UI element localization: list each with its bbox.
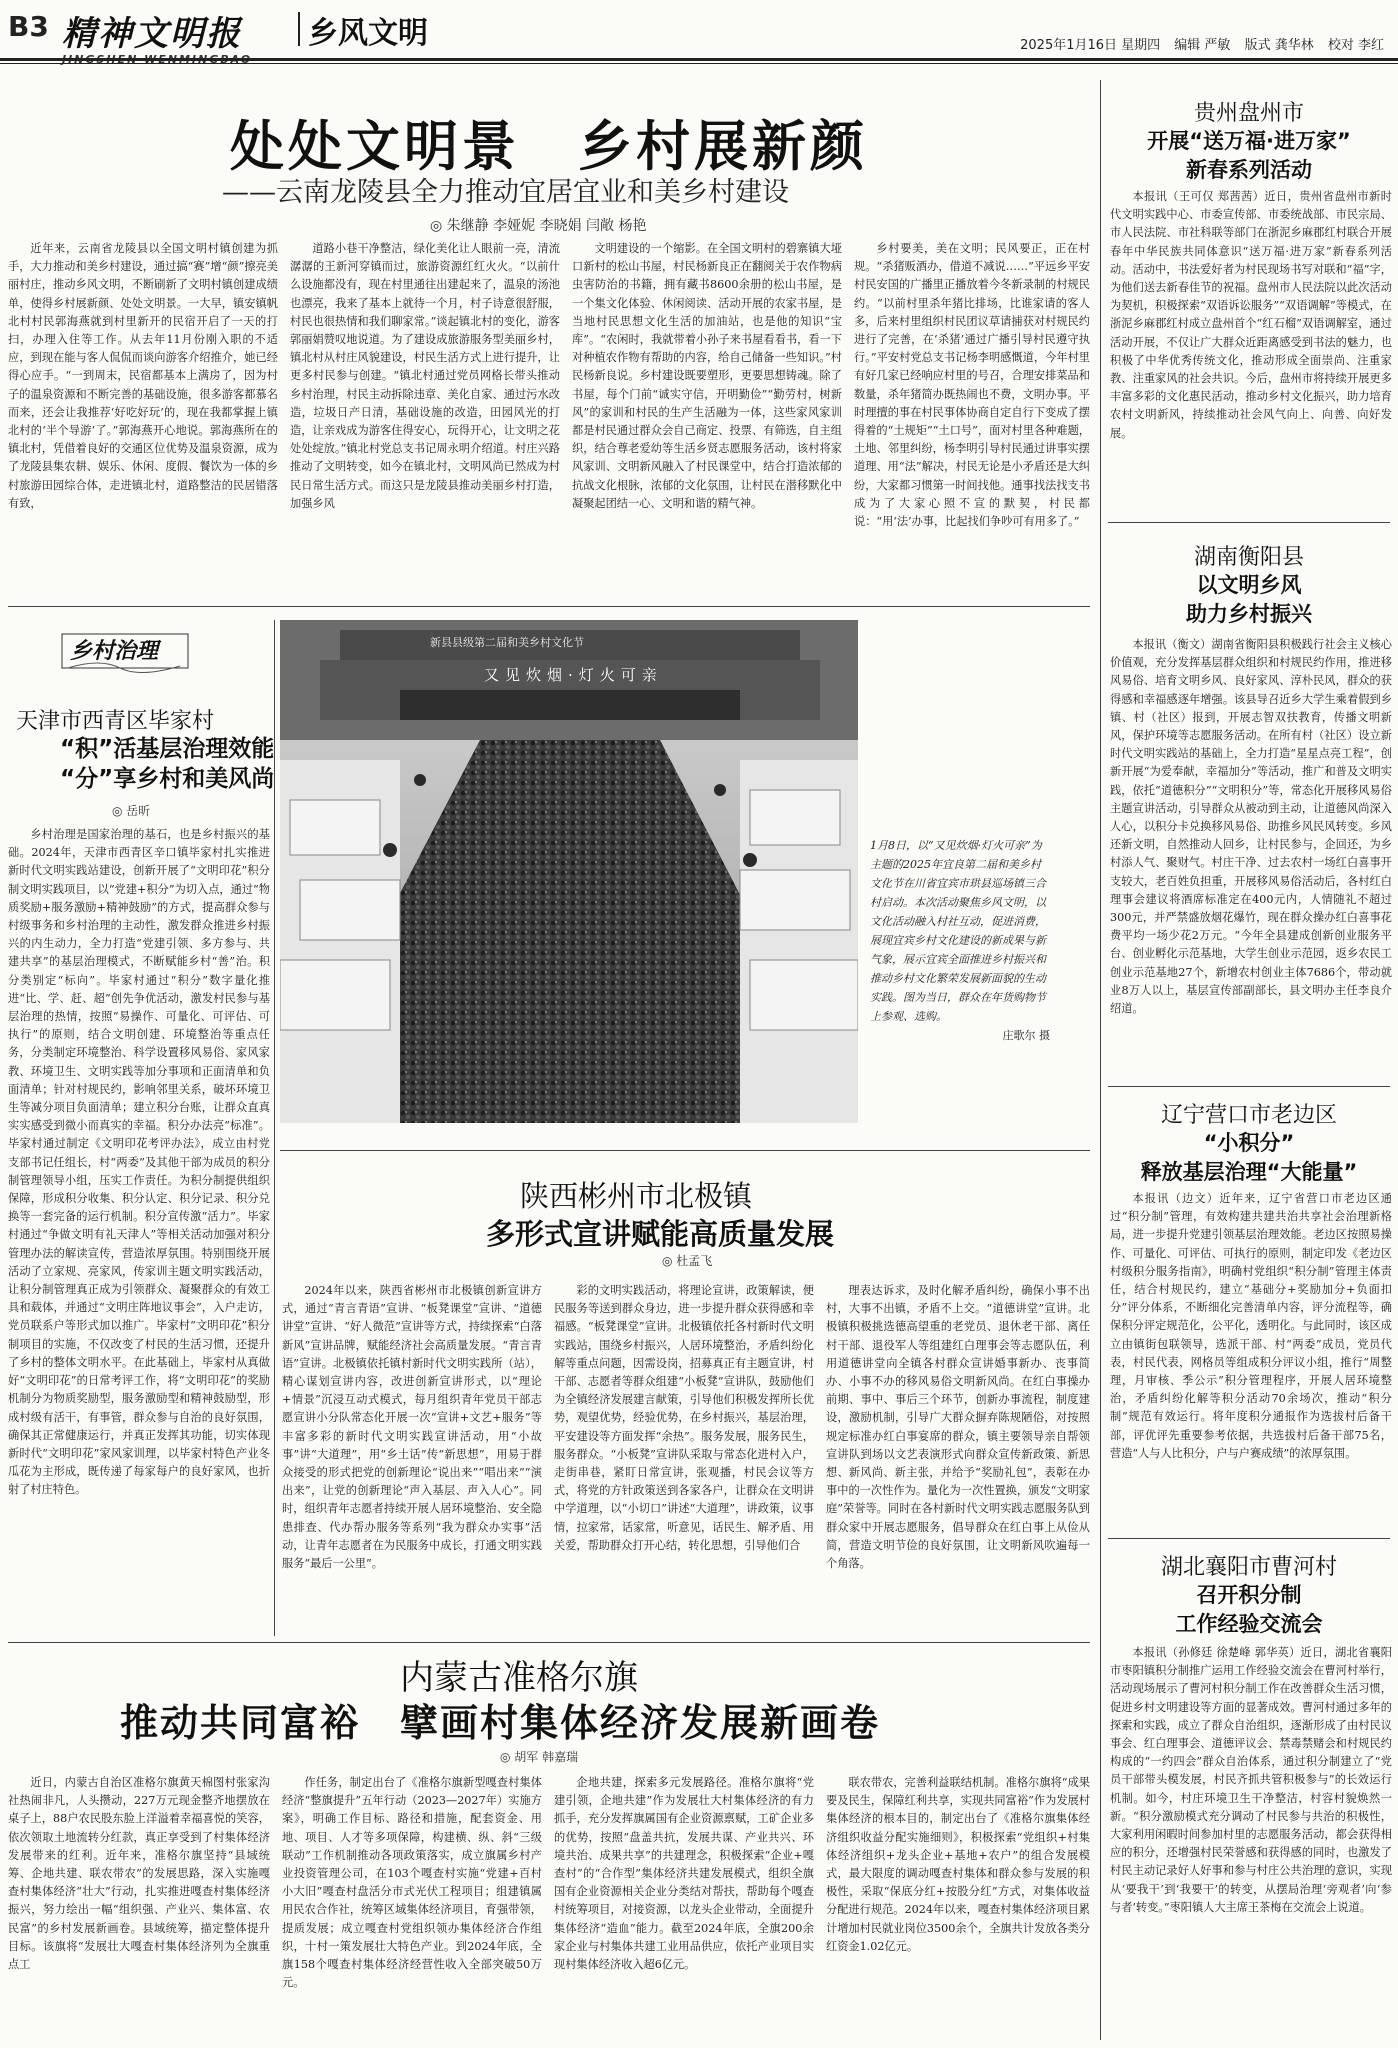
zhungeer-column-4: 联农带农，完善利益联结机制。准格尔旗将“成果要及民生，保障红利共享，实现共同富裕”作为发展村集体经济的根本目的，制定出台了《准格尔旗集体经济组织收益分配实施细则》，积极探索“党组织+村集体经济组织+龙头企业+基地+农户”的组合发展模式，最大限度的调动嘎查村集体和群众参与发展的积极性，采取“保底分红+按股分红”方式，对集体收益分配进行规范。2024年以来，嘎查村集体经济项目累计增加村民就业岗位3500余个，全旗共计发放各类分红资金1.02亿元。 [826,1776,1090,1953]
photo-bottom-rule [280,1150,1090,1151]
tianjin-body: 乡村治理是国家治理的基石，也是乡村振兴的基础。2024年，天津市西青区辛口镇毕家村扎实推进新时代文明实践站建设，创新开展了“文明印花”积分制文明实践项目，以“党建+积分”为切入点，通过“物质奖励+服务激励+精神鼓励”的方式，提高群众参与村级事务和乡村治理的主动性，激发群众推进乡村振兴的内生动力，全力打造“党建引领、多方参与、共建共享”的基层治理模式，不断赋能乡村“善”治。积分类别定“标向”。毕家村通过“积分”数字量化推进“比、学、赶、超”创先争优活动，激发村民参与基层治理的热情，按照“易操作、可量化、可评估、可执行”的原则，结合文明创建、环境整治等重点任务，分类制定环境整治、科学设置移风易俗、家风家教、环境卫生、文明实践等加分事项和正面清单和负面清单；针对村规民约，影响邻里关系，破坏环境卫生等减分项目负面清单；建立积分台账，让群众直真实实感受到微小而真实的幸福。积分办法亮“标准”。毕家村通过制定《文明印花考评办法》，成立由村党支部书记任组长，村“两委”及其他干部为成员的积分制管理领导小组，压实工作责任。为积分制提供组织保障，形成积分收集、积分认定、积分记录、积分兑换等一套完备的运行机制。积分宣传激“活力”。毕家村通过“争做文明有礼天津人”等相关活动加强对积分管理办法的解读宣传，营造浓厚氛围。特别围绕开展活动了立家规、亮家风，传家训主题文明实践活动，让积分制管理真正成为引领群众、凝聚群众的有效工具和载体，并通过“文明庄阵地议事会”，入户走访，党员联系户等形式加以推广。毕家村“文明印花”积分制项目的实施，不仅改变了村民的生活习惯，还提升了乡村的整体文明水平。在此基础上，毕家村从真做好“文明印花”的日常考评工作，将“文明印花”的奖励机制分为物质奖励型，服务激励型和精神鼓励型，形成村级有活干，有事管，群众参与自治的良好氛围，确保其正常健康运行，并真正发挥其功能，切实体现新时代“文明印花”家风家训理，以毕家村特色产业冬瓜花为主形成，既传递了每家每户的良好家风，也折射了村庄特色。 [8,828,270,1497]
binzhou-column-3: 理表达诉求，及时化解矛盾纠纷，确保小事不出村，大事不出镇，矛盾不上交。“道德讲堂”宣讲。北极镇积极挑选德高望重的老党员、退休老干部、离任村干部、退役军人等组建红白理事会等志愿队伍，利用道德讲堂向全镇各村群众宣讲婚事新办、丧事简办、小事不办的移风易俗文明新风尚。在红白事操办前期、事中、事后三个环节，创新办事流程，制度建设，激励机制，引导广大群众摒弃陈规陋俗，对按照规定标准办红白事宴席的群众，镇主要领导亲自帮领宣讲队到场以文艺表演形式向群众宣传新政策、新思想、新风尚、新主张，并给予“奖励礼包”，表彰在办事中的一次性作为。量化为一次性置换，颁发“文明家庭”荣誉等。同时在各村新时代文明实践志愿服务队到群众家中开展志愿服务，倡导群众在红白事上从俭从简，营造文明节俭的良好氛围，让文明新风吹遍每一个角落。 [826,1284,1090,1571]
sidebar-item-liaoning [1108,1098,1390,1187]
lead-column-2: 道路小巷干净整洁，绿化美化让人眼前一亮，清流潺潺的王新河穿镇而过，旅游资源红红火火。“以前什么设施都没有，现在村里通往出建起来了，温泉的汤池也漂亮，我来了基本上就待一个月，村子诗意很舒服，村民也很热情和我们聊家常。”谈起镇北村的变化，游客郭丽娟赞叹地说道。为了建设成旅游服务型美丽乡村，镇北村从村庄风貌建设，村民生活方式上进行提升，让更多村民参与创建。“镇北村通过党员网格长带头推动乡村治理，村民主动拆除违章、美化自家、通过污水改造，垃圾日产日清，基础设施的改造，田园风光的打造，让亲戏成为游客住得安心，玩得开心，让文明之花处处绽放。”镇北村党总支书记周永明介绍道。村庄兴路推动了文明转变，如今在镇北村，文明风尚已然成为村民日常生活方式。而这只是龙陵县推动美丽乡村打造，加强乡风 [290,242,560,510]
sidebar-body-hunan: 本报讯（衡文）湖南省衡阳县积极践行社会主义核心价值观，充分发挥基层群众组织和村规民约作用，推进移风易俗、培育文明乡风、良好家风、淳朴民风，群众的获得感和幸福感逐年增强。该县导召近乡大学生乘着假到乡镇、村（社区）报到，开展志智双扶教育，传播文明新风，保护环境等志愿服务活动。在所有村（社区）设立新时代文明实践站的基础上，全力打造“星星点亮工程”，创新开展“为爱奉献，幸福加分”等活动，推广和普及文明实践，依托“道德积分”“文明积分”等，常态化开展移风易俗主题宣讲活动，引导群众从被动到主动，让道德风尚深入人心，以积分卡兑换移风易俗、助推乡风民风转变。乡风还新文明，自然推动人回乡，让村民参与，企回还，为乡村添人气、聚财气。村庄干净、过去农村一场红白喜事开支较大，老百姓负担重，开展移风易俗活动后，各村红白理事会建议将酒席标准定在400元内，人情随礼不超过300元，并严禁盛放烟花爆竹，现在群众操办红白喜事花费平均一场少花2万元。“今年全县建成创新创业服务平台、创业孵化示范基地，大学生创业示范园，返乡农民工创业示范基地27个，新增农村创业主体7686个，带动就业8万人以上，基层宣传部副部长，县文明办主任李良介绍道。 [1110,638,1392,1016]
zhungeer-location: 内蒙古准格尔旗 [400,1658,638,1698]
lead-bottom-rule [8,606,1090,607]
lead-headline: 处处文明景 乡村展新颜 [230,114,868,178]
sidebar-rule-1 [1108,522,1390,523]
photo-gate-sign: 新县县级第二届和美乡村文化节 [430,636,584,649]
binzhou-column-2: 彩的文明实践活动，将理论宣讲，政策解读，便民服务等送到群众身边，进一步提升群众获得感和幸福感。“板凳课堂”宣讲。北极镇依托各村新时代文明实践站，围绕乡村振兴，人居环境整治，矛盾纠纷化解等重点问题，因需设岗，招募真正有主题宣讲，村干部、志愿者等群众组建“小板凳”宣讲队，鼓励他们为全镇经济发展建言献策，引导他们积极发挥所长优势，观望优势，经验优势，在乡村振兴，基层治理，平安建设等方面发挥“余热”。服务发展，服务民生，服务群众。“小板凳”宣讲队采取与常态化进村入户，走街串巷，紧盯日常宣讲，张观播，村民会议等方式，将党的方针政策送到各家各户，让群众在文明讲中学道理，以“小切口”讲述“大道理”，讲政策，议事情，拉家常，话家常，听意见，话民生、解矛盾、用关爱，帮助群众打开心结，转化思想，引导他们合 [554,1284,814,1552]
column-tag [60,628,190,674]
sidebar-location: 贵州盘州市 [1193,101,1304,126]
tianjin-author: ◎ 岳昕 [112,804,151,818]
festival-photo [280,620,858,1123]
sidebar-title-1: 开展“送万福·进万家” [1147,129,1351,153]
sidebar-title-2: 释放基层治理“大能量” [1140,1160,1358,1184]
sidebar-title-1: “小积分” [1203,1131,1295,1155]
lead-column-1: 近年来，云南省龙陵县以全国文明村镇创建为抓手，大力推动和美乡村建设，通过搞“赛”增“颜”擦亮美丽村庄，推动乡风文明，不断刷新了文明村镇创建成绩单，使得乡村展新颜、处处文明景。一大早，镇安镇帆北村村民郭海燕就到村里新开的民宿开启了一天的打扫，办理入住等工作。从去年11月份刚入职的不适应，到现在能与客人侃侃而谈向游客介绍推介，她已经得心应手。“一到周末，民宿都基本上满房了，因为村子的温泉资源和不断完善的基础设施，很多游客都慕名而来，还会让我推荐‘好吃好玩’的，现在我都掌握上镇北村的‘半个导游’了。”郭海燕开心地说。郭海燕所在的镇北村，凭借着良好的交通区位优势及温泉资源，成为了龙陵县集农耕、娱乐、休闲、度假、餐饮为一体的乡村旅游田园综合体，走进镇北村，道路整洁的民居错落有致， [8,242,278,510]
tianjin-divider [274,620,275,1636]
paper-name: 精神文明报 [62,14,242,54]
editor-credit: 编辑 严敏 [1174,38,1231,53]
tianjin-title-2: “分”享乡村和美风尚 [60,766,275,792]
lead-byline: ◎ 朱继静 李娅妮 李晓娟 闫敞 杨艳 [430,218,647,234]
sidebar-title-2: 助力乡村振兴 [1186,602,1312,626]
sidebar-title-1: 以文明乡风 [1196,573,1302,597]
sidebar-title-2: 新春系列活动 [1186,158,1312,182]
sidebar-body-guizhou: 本报讯（王可仅 郑茜茜）近日，贵州省盘州市新时代文明实践中心、市委宣传部、市委统战部、市民宗局、市人民法院、市社科联等部门在浙泥乡麻郡红村联合开展春年中华民族共同体意识“送万福·进万家”新春系列活动。活动中，书法爱好者为村民现场书写对联和“福”字，为他们送去新春佳节的祝福。盘州市人民法院以此次活动为契机，积极探索“双语诉讼服务”“双语调解”等模式，在浙泥乡麻郡红村成立盘州首个“红石榴”双语调解室，通过活动开展，不仅让广大群众近距离感受到书法的魅力，也积极了中华优秀传统文化，推动形成全面崇尚、注重家教、注重家风的社会共识。今后，盘州市将持续开展更多丰富多彩的文化惠民活动，推动乡村文化振兴，助力培育农村文明新风，持续推动社会风气向上、向善、向好发展。 [1110,190,1392,440]
crowd-photo-image [280,620,858,1123]
sidebar-divider [1100,80,1101,2040]
layout-credit: 版式 龚华林 [1244,38,1314,53]
photo-caption [870,836,1050,1045]
zhungeer-title: 推动共同富裕 擘画村集体经济发展新画卷 [120,1701,881,1745]
zhungeer-column-2: 作任务，制定出台了《准格尔旗新型嘎查村集体经济“整旗提升”五年行动（2023—2027年）实施方案》，明确工作目标、路径和措施，配套资金、用地、项目、人才等多项保障，构建横、纵、斜“三级联动”工作机制推动各项政策落实，成立旗属乡村产业投资管理公司，在103个嘎查村实施“党建+百村小大旧”嘎查村盘活分市式光伏工程项目；组建镇属用民农合作社，统筹区域集体经济项目，育强带领，提质发展；成立嘎查村党组织领办集体经济合作组织，十村一策发展壮大特色产业。到2024年底，全旗158个嘎查村集体经济经营性收入全部突破50万元。 [282,1776,542,1990]
binzhou-title: 多形式宣讲赋能高质量发展 [486,1217,835,1251]
lead-column-4: 乡村要美，美在文明；民风要正，正在村规。“杀猪贩酒办，借道不减说……”平远乡平安村民安国的广播里正播放着今冬新录制的村规民约。“以前村里杀年猪比排场，比谁家请的客人多，后来村里组织村民团议草请捕获对村规民约进行了完善，在‘杀猪’通过广播引导村民遵守执行。”平安村党总支书记杨李明感慨道，今年村里有好几家已经响应村里的号召，合理安排菜品和数量，杀年猪简办既热闹也不费，文明办事。平时理擅的事在村民事体协商自定自行下变成了摆得着的“土规矩”“土口号”，面对村里各种难题，土地、邻里纠纷，杨李明引导村民通过讲事实摆道理、用“法”解决，村民无论是小矛盾还是大纠纷，大家都习惯第一时间找他。通事找法找支书成为了大家心照不宣的默契，村民都说：“用‘法’办事，比起找们争吵可有用多了。” [854,242,1090,529]
proof-credit: 校对 李红 [1327,38,1384,53]
sidebar-body-hubei: 本报讯（孙修廷 徐楚峰 郭华英）近日，湖北省襄阳市枣阳镇积分制推广运用工作经验交流会在曹河村举行，活动现场展示了曹河村积分制工作在改善群众生活习惯，促进乡村文明建设等方面的显著成效。曹河村通过多年的探索和实践，成立了群众自治组织，逐渐形成了由村民议事会、红白理事会、道德评议会、禁毒禁赌会和村规民约构成的“一约四会”群众自治体系，通过积分制建立了“党员干部带头模发展，村民齐抓共管积极参与”的长效运行机制。如今，村庄环境卫生干净整洁，村容村貌焕然一新。“积分激励模式充分调动了村民参与共治的积极性，大家利用闲暇时间参加村里的志愿服务活动，都会获得相应的积分，还增强村民荣誉感和获得感的同时，也激发了村民主动记录好人好事和参与村庄公共治理的意识，实现从‘要我干’到‘我要干’的转变，从摆局治理‘旁观者’向‘参与者’转变。”枣阳镇人大主席王茶梅在交流会上说道。 [1110,1646,1392,1914]
tianjin-location: 天津市西青区毕家村 [16,709,215,734]
lead-column-3: 文明建设的一个缩影。在全国文明村的碧寨镇大垭口新村的松山书屋，村民杨新良正在翻阅关于农作物病虫害防治的书籍，拥有藏书8600余册的松山书屋，是一个集文化体验、休闲阅读、活动开展的农家书屋，是当地村民思想文化生活的加油站，也是他的知识“宝库”。“农闲时，我就带着小孙子来书屋看看书，看一下对种植农作物有帮助的内容，给自己储备一些知识。”村民杨新良说。乡村建设既要塑形，更要思想铸魂。除了书屋，每个门前“诚实守信，开明勤俭”“勤劳村，树新风”的家训和村民的生产生活融为一体，这些家风家训都是村民通过群众会自己商定、投票、有筛选，自主组织，结合尊老爱幼等生活乡贤志愿服务活动，该村将家风家训、文明新风融入了村民课堂中，结合打造浓郁的抗战文化根脉，浓郁的文化氛围，让村民在潜移默化中凝聚起团结一心、文明和谐的精气神。 [572,242,842,510]
newspaper-logo [62,6,302,56]
lead-subheadline: ——云南龙陵县全力推动宜居宜业和美乡村建设 [222,177,789,208]
sidebar-item-guizhou [1108,96,1390,185]
binzhou-author: ◎ 杜孟飞 [662,1254,713,1268]
page-number: B3 [8,10,49,43]
section-name: 乡风文明 [308,16,428,51]
sidebar-rule-3 [1108,1538,1390,1539]
issue-date: 2025年1月16日 星期四 [1020,38,1161,53]
binzhou-bottom-rule [8,1642,1090,1643]
binzhou-column-1: 2024年以来，陕西省彬州市北极镇创新宣讲方式，通过“青言青语”宣讲、“板凳课堂”宣讲、“道德讲堂”宣讲、“好人微范”宣讲等方式，持续探索“白落新风”宣讲品牌，赋能经济社会高质量发展。“青言青语”宣讲。北极镇依托镇村新时代文明实践所（站），精心谋划宣讲内容，改进创新宣讲形式，以“理论+情景”沉浸互动式模式，每月组织青年党员干部志愿宣讲小分队常态化开展一次“宣讲+文艺+服务”等丰富多彩的新时代文明实践宣讲活动，用“小故事”讲“大道理”，用“乡土话”传“新思想”，用易于群众接受的形式把党的创新理论“说出来”“唱出来”“演出来”，让党的创新理论“声入基层、声入人心”。同时，组织青年志愿者持续开展人居环境整治、安全隐患排查、代办帮办服务等系列“我为群众办实事”活动，让青年志愿者在为民服务中成长，打通文明实践服务“最后一公里”。 [282,1284,542,1571]
sidebar-location: 辽宁营口市老边区 [1160,1103,1337,1128]
sidebar-location: 湖北襄阳市曹河村 [1160,1555,1337,1580]
sidebar-title-1: 召开积分制 [1196,1583,1302,1607]
zhungeer-column-1: 近日，内蒙古自治区准格尔旗黄天棉图村张家沟社热闹非凡，人头攒动，227万元现金整齐地摆放在桌子上，88户农民股东脸上洋溢着幸福喜悦的笑容，依次领取土地流转分红款，真正享受到了村集体经济发展带来的红利。近年来，准格尔旗坚持“县域统筹、企地共建、联农带农”的发展思路，深入实施嘎查村集体经济“壮大”行动，扎实推进嘎查村集体经济振兴，努力绘出一幅“组织强、产业兴、集体富、农民富”的乡村发展新画卷。县域统筹，描定整体提升目标。该旗将“发展壮大嘎查村集体经济列为全旗重点工 [8,1776,270,1972]
tianjin-title-1: “积”活基层治理效能 [60,736,275,762]
column-tag-label: 乡村治理 [70,638,159,664]
photo-credit: 庄歌尔 摄 [1002,1029,1050,1042]
section-divider [298,12,300,46]
sidebar-item-hunan [1108,540,1390,629]
zhungeer-author: ◎ 胡军 韩嘉瑞 [500,1750,579,1764]
masthead-rule [0,58,1398,61]
sidebar-title-2: 工作经验交流会 [1175,1612,1323,1636]
masthead-rule-thin [0,63,1398,64]
photo-caption-text: 1月8日，以“又见炊烟·灯火可亲”为主题的2025年宜良第二届和美乡村文化节在川省宜宾市珙县巡场镇三合村启动。本次活动聚焦乡风文明，以文化活动融入村社互动，促进消费，展现宜宾乡村文化建设的新成果与新气象，展示宜宾全面推进乡村振兴和推动乡村文化繁荣发展新面貌的生动实践。图为当日，群众在年货购物节上参观、选购。 [870,839,1046,1023]
photo-banner: 又见炊烟·灯火可亲 [484,666,663,684]
sidebar-rule-2 [1108,1086,1390,1087]
sidebar-item-hubei [1108,1550,1390,1639]
sidebar-body-liaoning: 本报讯（边文）近年来，辽宁省营口市老边区通过“积分制”管理，有效构建共建共治共享社会治理新格局，进一步提升党建引领基层治理效能。老边区按照易操作、可量化、可评估、可执行的原则，制定印发《老边区村级积分服务指南》，明确村党组织“积分制”管理主体责任，结合村规民约，建立“基础分+奖励加分+负面扣分”评分体系，不断细化完善清单内容，评分流程等，确保积分评定规范化，公平化，透明化。与此同时，该区成立由镇街包联领导，选派干部、村“两委”成员，党员代表，村民代表，网格员等组成积分评议小组，推行“周整理，月审核、季公示”积分管理程序，开展人居环境整治，矛盾纠纷化解等积分活动70余场次，推动“积分制”规范有效运行。将年度积分通报作为选拔村后备干部，评优评先重要参考依据，共选拔村后备干部75名，营造“人与人比积分，户与户赛成绩”的浓厚氛围。 [1110,1192,1392,1460]
issue-info [1010,34,1384,53]
sidebar-location: 湖南衡阳县 [1193,545,1304,570]
zhungeer-column-3: 企地共建，探索多元发展路径。准格尔旗将“党建引领，企地共建”作为发展壮大村集体经济的有力抓手，充分发挥旗属国有企业资源禀赋，工矿企业多的优势，按照“盘盖共抗，发展共谋、产业共兴、环境共治、成果共享”的共建理念，积极探索“企业+嘎查村”的“合作型”集体经济共建发展模式，组织全旗国有企业资源相关企业分类结对帮扶，帮助每个嘎查村统筹项目，对接资源，以龙头企业带动，全面提升集体经济“造血”能力。截至2024年底，全旗200余家企业与村集体共建工业用品供应，依托产业项目实现村集体经济收入超6亿元。 [554,1776,814,1972]
binzhou-location: 陕西彬州市北极镇 [520,1179,753,1213]
